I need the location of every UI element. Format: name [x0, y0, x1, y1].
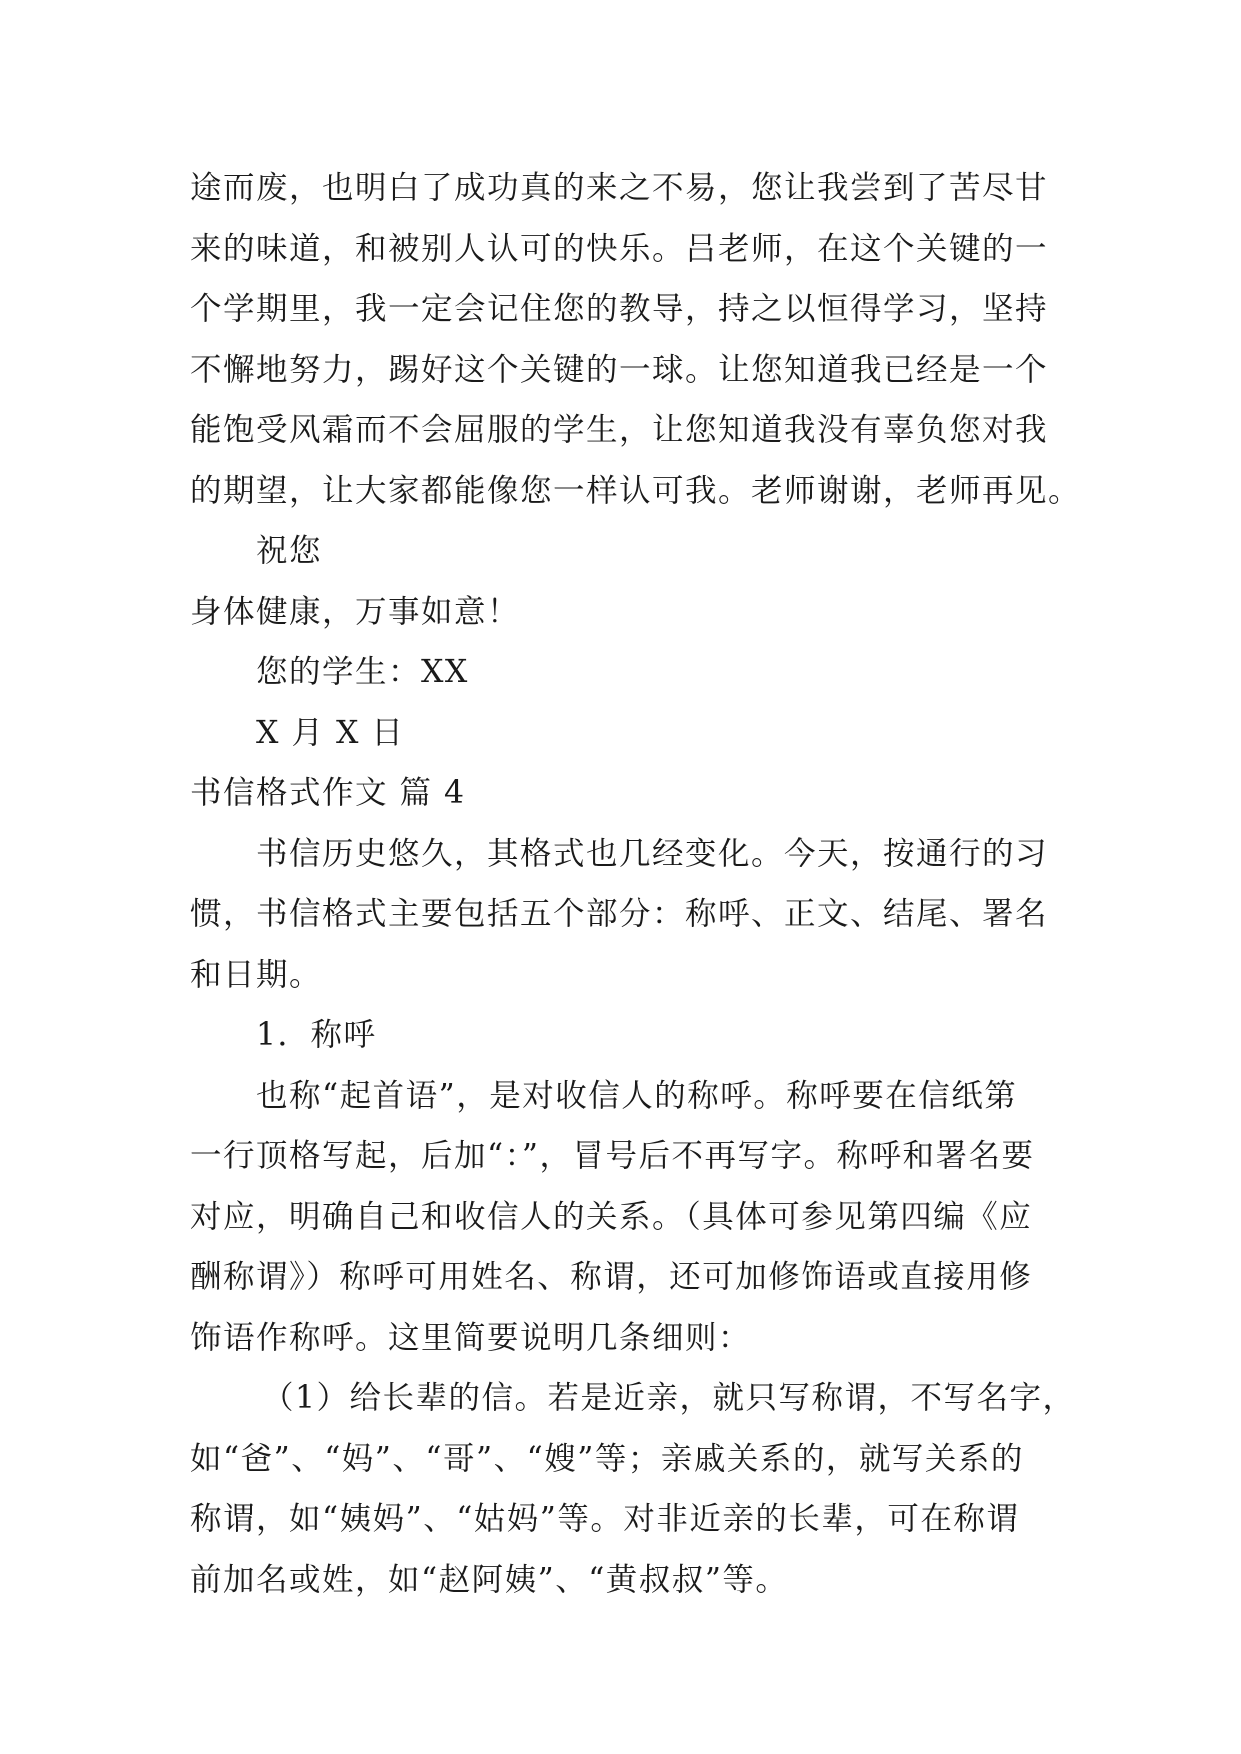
text-line: 酬称谓》）称呼可用姓名、称谓，还可加修饰语或直接用修	[190, 1259, 1033, 1295]
text-line: 对应，明确自己和收信人的关系。（具体可参见第四编《应	[190, 1198, 1033, 1235]
list-item: （1）给长辈的信。若是近亲，就只写称谓，不写名字，	[262, 1380, 1076, 1416]
text-line: 和日期。	[190, 956, 323, 993]
date: X 月 X 日	[256, 714, 405, 751]
signature: 您的学生：XX	[256, 654, 469, 690]
section-heading: 书信格式作文 篇 4	[190, 775, 466, 811]
text-line: 能饱受风霜而不会屈服的学生，让您知道我没有辜负您对我	[190, 412, 1049, 448]
document-page	[190, 158, 1082, 1610]
text-line: 个学期里，我一定会记住您的教导，持之以恒得学习，坚持	[190, 291, 1049, 327]
text-line: 惯，书信格式主要包括五个部分：称呼、正文、结尾、署名	[190, 896, 1049, 932]
subsection-heading: 1．称呼	[256, 1017, 377, 1053]
text-line: 一行顶格写起，后加“：”，冒号后不再写字。称呼和署名要	[190, 1138, 1035, 1174]
text-line: 如“爸”、“妈”、“哥”、“嫂”等；亲戚关系的，就写关系的	[190, 1440, 1024, 1477]
text-line: 称谓，如“姨妈”、“姑妈”等。对非近亲的长辈，可在称谓	[190, 1501, 1020, 1537]
text-line: 来的味道，和被别人认可的快乐。吕老师，在这个关键的一	[190, 230, 1049, 267]
text-line: 也称“起首语”，是对收信人的称呼。称呼要在信纸第	[256, 1077, 1018, 1114]
text-line: 书信历史悠久，其格式也几经变化。今天，按通行的习	[256, 835, 1049, 872]
text-line: 不懈地努力，踢好这个关键的一球。让您知道我已经是一个	[190, 351, 1049, 388]
text-line: 途而废，也明白了成功真的来之不易，您让我尝到了苦尽甘	[190, 170, 1049, 206]
closing-wish: 身体健康，万事如意！	[190, 593, 521, 630]
text-line: 前加名或姓，如“赵阿姨”、“黄叔叔”等。	[190, 1561, 789, 1598]
text-line: 饰语作称呼。这里简要说明几条细则：	[190, 1319, 752, 1356]
closing-greeting: 祝您	[256, 533, 323, 569]
text-line: 的期望，让大家都能像您一样认可我。老师谢谢，老师再见。	[190, 472, 1082, 509]
